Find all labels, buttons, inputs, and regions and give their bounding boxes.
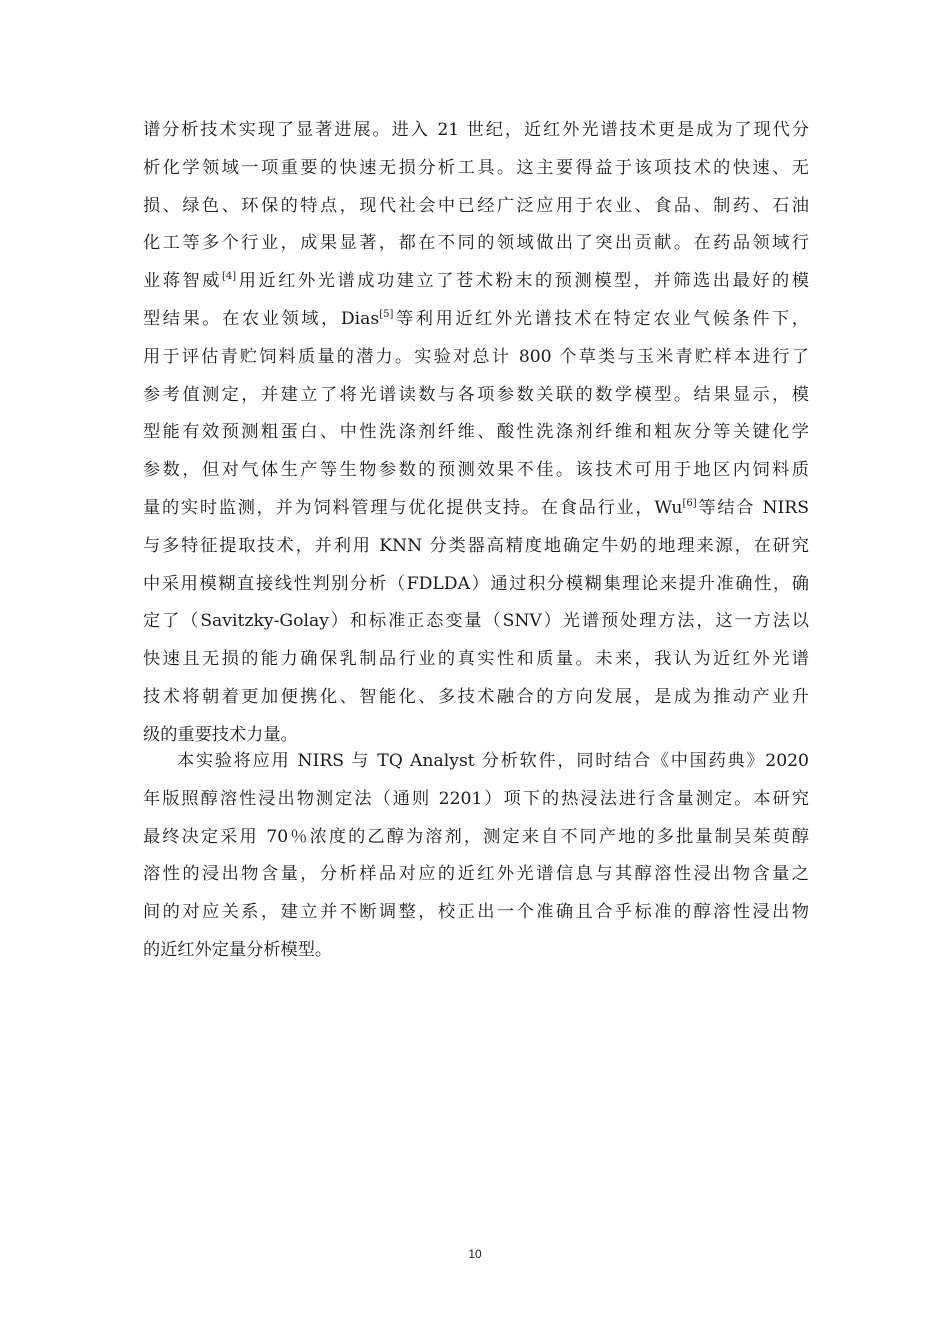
paragraph-line: 谱分析技术实现了显著进展。进入 21 世纪，近红外光谱技术更是成为了现代分 <box>143 120 809 140</box>
paragraph-line: 损、绿色、环保的特点，现代社会中已经广泛应用于农业、食品、制药、石油 <box>143 195 809 216</box>
paragraph-line: 型能有效预测粗蛋白、中性洗涤剂纤维、酸性洗涤剂纤维和粗灰分等关键化学 <box>143 422 809 443</box>
citation-reference[interactable]: [5] <box>379 308 394 320</box>
paragraph-line: 析化学领域一项重要的快速无损分析工具。这主要得益于该项技术的快速、无 <box>143 157 809 178</box>
citation-reference[interactable]: [4] <box>222 271 237 283</box>
paragraph-line: 技术将朝着更加便携化、智能化、多技术融合的方向发展，是成为推动产业升 <box>143 686 809 707</box>
paragraph-line: 定了（Savitzky-Golay）和标准正态变量（SNV）光谱预处理方法，这一方法以 <box>143 611 809 632</box>
paragraph-line: 业蒋智威[4]用近红外光谱成功建立了苍术粉末的预测模型，并筛选出最好的模 <box>143 271 809 292</box>
paragraph-line: 快速且无损的能力确保乳制品行业的真实性和质量。未来，我认为近红外光谱 <box>143 649 809 670</box>
citation-reference[interactable]: [6] <box>682 497 697 509</box>
paragraph-line: 最终决定采用 70％浓度的乙醇为溶剂，测定来自不同产地的多批量制吴茱萸醇 <box>143 826 809 847</box>
paragraph-line: 型结果。在农业领域，Dias[5]等利用近红外光谱技术在特定农业气候条件下， <box>143 308 809 329</box>
paragraph-line: 年版照醇溶性浸出物测定法（通则 2201）项下的热浸法进行含量测定。本研究 <box>143 788 809 809</box>
paragraph-experiment-plan <box>143 743 809 970</box>
paragraph-line: 参数，但对气体生产等生物参数的预测效果不佳。该技术可用于地区内饲料质 <box>143 460 809 481</box>
paragraph-line: 间的对应关系，建立并不断调整，校正出一个准确且合乎标准的醇溶性浸出物 <box>143 902 809 923</box>
paragraph-line: 化工等多个行业，成果显著，都在不同的领域做出了突出贡献。在药品领域行 <box>143 233 809 254</box>
paragraph-line: 级的重要技术力量。 <box>143 724 298 745</box>
page-number: 10 <box>468 1247 482 1261</box>
paragraph-nirs-applications <box>143 112 809 755</box>
paragraph-line: 的近红外定量分析模型。 <box>143 939 333 960</box>
paragraph-line: 溶性的浸出物含量，分析样品对应的近红外光谱信息与其醇溶性浸出物含量之 <box>143 864 809 885</box>
paragraph-line: 本实验将应用 NIRS 与 TQ Analyst 分析软件，同时结合《中国药典》2020 <box>177 751 809 771</box>
paragraph-line: 参考值测定，并建立了将光谱读数与各项参数关联的数学模型。结果显示，模 <box>143 384 809 405</box>
paragraph-line: 量的实时监测，并为饲料管理与优化提供支持。在食品行业，Wu[6]等结合 NIRS <box>143 497 809 518</box>
paragraph-line: 与多特征提取技术，并利用 KNN 分类器高精度地确定牛奶的地理来源，在研究 <box>143 535 809 556</box>
paragraph-line: 中采用模糊直接线性判别分析（FDLDA）通过积分模糊集理论来提升准确性，确 <box>143 573 809 594</box>
paragraph-line: 用于评估青贮饲料质量的潜力。实验对总计 800 个草类与玉米青贮样本进行了 <box>143 346 809 367</box>
